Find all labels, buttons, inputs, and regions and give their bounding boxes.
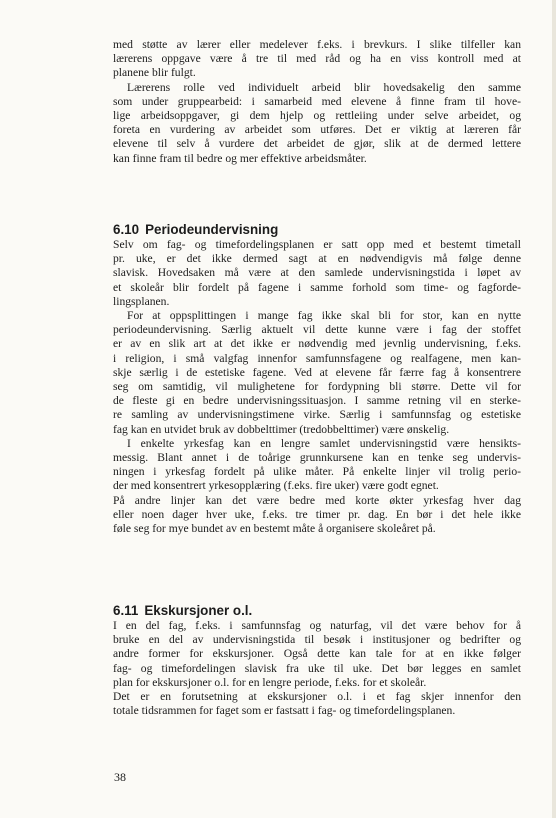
section-6-10: [113, 222, 521, 536]
text-line: lige arbeidsoppgaver, gi dem hjelp og rettleiing under selve arbeidet, og: [113, 109, 521, 123]
text-line: pr. uke, er det ikke dermed sagt at en nødvendigvis må følge denne: [113, 252, 521, 266]
text-line: lingsplanen.: [113, 294, 170, 308]
text-line: slavisk. Hovedsaken må være at den samlede undervisningstida i løpet av: [113, 266, 521, 280]
text-line: seg om samtidig, vil mulighetene for fordypning bli større. Dette vil for: [113, 380, 521, 394]
page-number: 38: [114, 770, 126, 784]
text-line: i religion, i små valgfag innenfor samfunnsfagene og realfagene, men kan-: [113, 351, 521, 365]
text-line: andre former for ekskursjoner. Også dette kan tale for at en ikke følger: [113, 647, 521, 661]
text-line: plan for ekskursjoner o.l. for en lengre periode, f.eks. for et skoleår.: [113, 675, 427, 689]
intro-text-block: [113, 38, 521, 166]
text-line: periodeundervisning. Særlig aktuelt vil dette kunne være i fag der stoffet: [113, 323, 521, 337]
section-number: 6.10: [113, 222, 140, 237]
section-heading: [113, 222, 521, 238]
text-line: eller noen dager hver uke, f.eks. tre timer pr. dag. En bør i det hele ikke: [113, 507, 521, 521]
text-line: et skoleår blir fordelt på fagene i samme forhold som time- og fagforde-: [113, 280, 521, 294]
text-line: I en del fag, f.eks. i samfunnsfag og naturfag, vil det være behov for å: [113, 619, 521, 632]
section-title: Ekskursjoner o.l.: [144, 603, 253, 618]
text-line: På andre linjer kan det være bedre med korte økter yrkesfag hver dag: [113, 493, 521, 507]
text-line: der med konsentrert yrkesopplæring (f.eks. fire uker) være godt egnet.: [113, 479, 439, 493]
text-line: foreta en vurdering av arbeidet som utføres. Det er viktig at læreren får: [113, 123, 521, 137]
text-line: messig. Blant annet i de toårige grunnkursene kan en tenke seg undervis-: [113, 451, 521, 465]
text-line: bruke en del av undervisningstida til besøk i institusjoner og bedrifter og: [113, 633, 521, 647]
text-line: som under gruppearbeid: i samarbeid med elevene å finne fram til hove-: [113, 94, 521, 108]
text-line: totale tidsrammen for faget som er fastsatt i fag- og timefordelingsplanen.: [113, 704, 456, 718]
text-line: For at oppsplittingen i mange fag ikke skal bli for stor, kan en nytte: [127, 309, 521, 323]
text-line: de fleste gi en bedre undervisningssituasjon. I samme retning vil en sterke-: [113, 394, 521, 408]
text-line: lærerens oppgave være å tre til med råd og ha en viss kontroll med at: [113, 52, 521, 66]
text-line: elevene til selv å vurdere det arbeidet de gjør, slik at de dermed lettere: [113, 137, 521, 151]
section-heading: [113, 603, 521, 619]
text-line: fag kan en utvidet bruk av dobbelttimer (tredobbelttimer) være ønskelig.: [113, 422, 450, 436]
text-line: føle seg for mye bundet av en bestemt måte å organisere skoleåret på.: [113, 522, 436, 536]
page-edge-shadow: [552, 0, 556, 818]
text-line: planene blir fulgt.: [113, 66, 196, 80]
section-number: 6.11: [113, 603, 139, 618]
text-line: Det er en forutsetning at ekskursjoner o.l. i et fag skjer innenfor den: [113, 690, 521, 704]
section-6-11: [113, 603, 521, 718]
text-line: skje særlig i de estetiske fagene. Ved at elevene får færre fag å konsentrere: [113, 365, 521, 379]
text-line: fag- og timefordelingen slavisk fra uke til uke. Det bør legges en samlet: [113, 661, 521, 675]
text-line: Selv om fag- og timefordelingsplanen er satt opp med et bestemt timetall: [113, 238, 521, 251]
text-line: er av en slik art at det ikke er nødvendig med jevnlig undervisning, f.eks.: [113, 337, 521, 351]
text-line: I enkelte yrkesfag kan en lengre samlet undervisningstid være hensikts-: [127, 436, 521, 450]
text-line: re samling av undervisningstimene virke. Særlig i samfunnsfag og estetiske: [113, 408, 521, 422]
text-line: kan finne fram til bedre og mer effektive arbeidsmåter.: [113, 151, 367, 165]
section-title: Periodeundervisning: [145, 222, 279, 237]
text-line: med støtte av lærer eller medelever f.eks. i brevkurs. I slike tilfeller kan: [113, 38, 521, 51]
text-line: Lærerens rolle ved individuelt arbeid blir hovedsakelig den samme: [127, 80, 521, 94]
text-line: ningen i yrkesfag fordelt på ulike måter. På enkelte linjer vil trolig perio-: [113, 465, 521, 479]
